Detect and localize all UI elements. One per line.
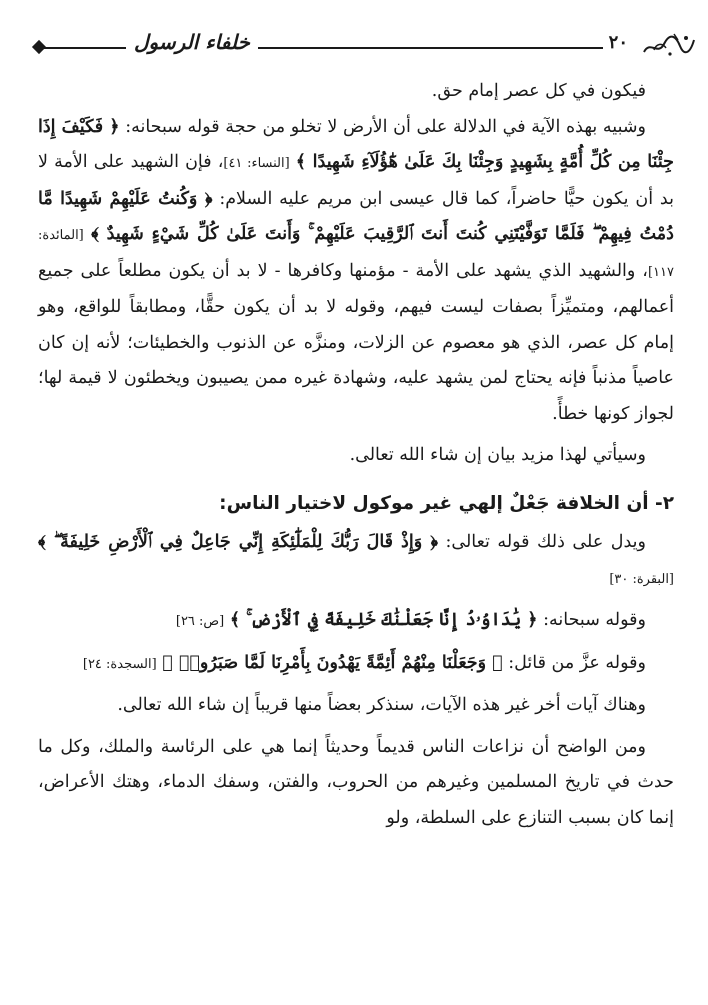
verse-reference: [السجدة: ٢٤] <box>82 656 157 672</box>
paragraph-text: ، فإن الشهيد على الأمة لا بد أن يكون حيًّا حاضراً، كما قال عيسى ابن مريم عليه السلام: <box>38 152 674 209</box>
section-heading: ٢- أن الخلافة جَعْلٌ إلهي غير موكول لاختيار الناس: <box>219 492 674 514</box>
page-body <box>38 74 674 836</box>
paragraph: ومن الواضح أن نزاعات الناس قديماً وحديثاً إنما هي على الرئاسة والملك، وكل ما حدث في تاريخ المسلمين وغيرهم من الحروب، والفتن، وسفك الدماء، وهتك الأعراض، إنما كان بسبب التنازع على السلطة، ولو <box>38 736 674 828</box>
paragraph <box>38 525 674 597</box>
paragraph: فيكون في كل عصر إمام حق. <box>431 81 646 101</box>
paragraph-text: ويدل على ذلك قوله تعالى: <box>445 532 646 552</box>
paragraph: وسيأتي لهذا مزيد بيان إن شاء الله تعالى. <box>349 445 646 465</box>
paragraph <box>38 603 674 640</box>
paragraph <box>38 646 674 683</box>
running-title: خلفاء الرسول <box>126 30 258 54</box>
quran-verse: ﴿ وَجَعَلْنَا مِنْهُمْ أَئِمَّةً يَهْدُونَ بِأَمْرِنَا لَمَّا صَبَرُوا۟ ﴾ <box>162 652 503 673</box>
paragraph: وهناك آيات أخر غير هذه الآيات، سنذكر بعضاً منها قريباً إن شاء الله تعالى. <box>117 695 646 715</box>
quran-verse: ﴿ يَٰدَاوُۥدُ إِنَّا جَعَلْنَٰكَ خَلِيفَةً فِي ٱلْأَرْضِ ۚ ﴾ <box>229 610 538 630</box>
calligraphy-ornament-icon <box>640 30 698 60</box>
page-number: ٢٠ <box>603 32 634 53</box>
diamond-ornament-icon <box>32 40 46 54</box>
paragraph-text: وقوله سبحانه: <box>543 610 646 630</box>
paragraph-text: وشبيه بهذه الآية في الدلالة على أن الأرض لا تخلو من حجة قوله سبحانه: <box>125 116 646 137</box>
page-header <box>30 28 698 68</box>
quran-verse: ﴿ وَإِذْ قَالَ رَبُّكَ لِلْمَلَٰٓئِكَةِ إِنِّي جَاعِلٌ فِي ٱلْأَرْضِ خَلِيفَةً ۖ ﴾ <box>38 532 438 552</box>
quran-verse: ﴿ وَكُنتُ عَلَيْهِمْ شَهِيدًا مَّا دُمْتُ فِيهِمْ ۖ فَلَمَّا تَوَفَّيْتَنِي كُنتَ أَنتَ ٱلرَّقِيبَ عَلَيْهِمْ ۚ وَأَنتَ عَلَىٰ كُلِّ شَيْءٍ شَهِيدٌ ﴾ <box>38 188 674 244</box>
quran-verse: ﴿ فَكَيْفَ إِذَا جِئْنَا مِن كُلِّ أُمَّةٍ بِشَهِيدٍ وَجِئْنَا بِكَ عَلَىٰ هَٰٓؤُلَآءِ شَهِيدًا ﴾ <box>38 116 674 172</box>
verse-reference: [ص: ٢٦] <box>175 614 225 629</box>
paragraph-text: وقوله عزَّ من قائل: <box>508 652 646 673</box>
verse-reference: [البقرة: ٣٠] <box>609 571 674 587</box>
paragraph-text: ، والشهيد الذي يشهد على الأمة - مؤمنها وكافرها - لا بد أن يكون مطلعاً على جميع أعمالهم، ومتميِّزاً بصفات ليست فيهم، وقوله لا بد أن يكون حقًّا، ومطابقاً للواقع، وهو إمام كل عصر، الذي هو معصوم عن الزلات، ومنزَّه عن الذنوب والخطيئات؛ لأنه إن كان عاصياً مذنباً فإنه يحتاج لمن يشهد عليه، وشهادة غيره ممن يصيبون ويخطئون لا قيمة لها؛ لجواز كونها خطأً. <box>38 260 674 424</box>
paragraph <box>38 110 674 433</box>
verse-reference: [المائدة: ١١٧] <box>38 228 674 280</box>
verse-reference: [النساء: ٤١] <box>223 156 290 171</box>
